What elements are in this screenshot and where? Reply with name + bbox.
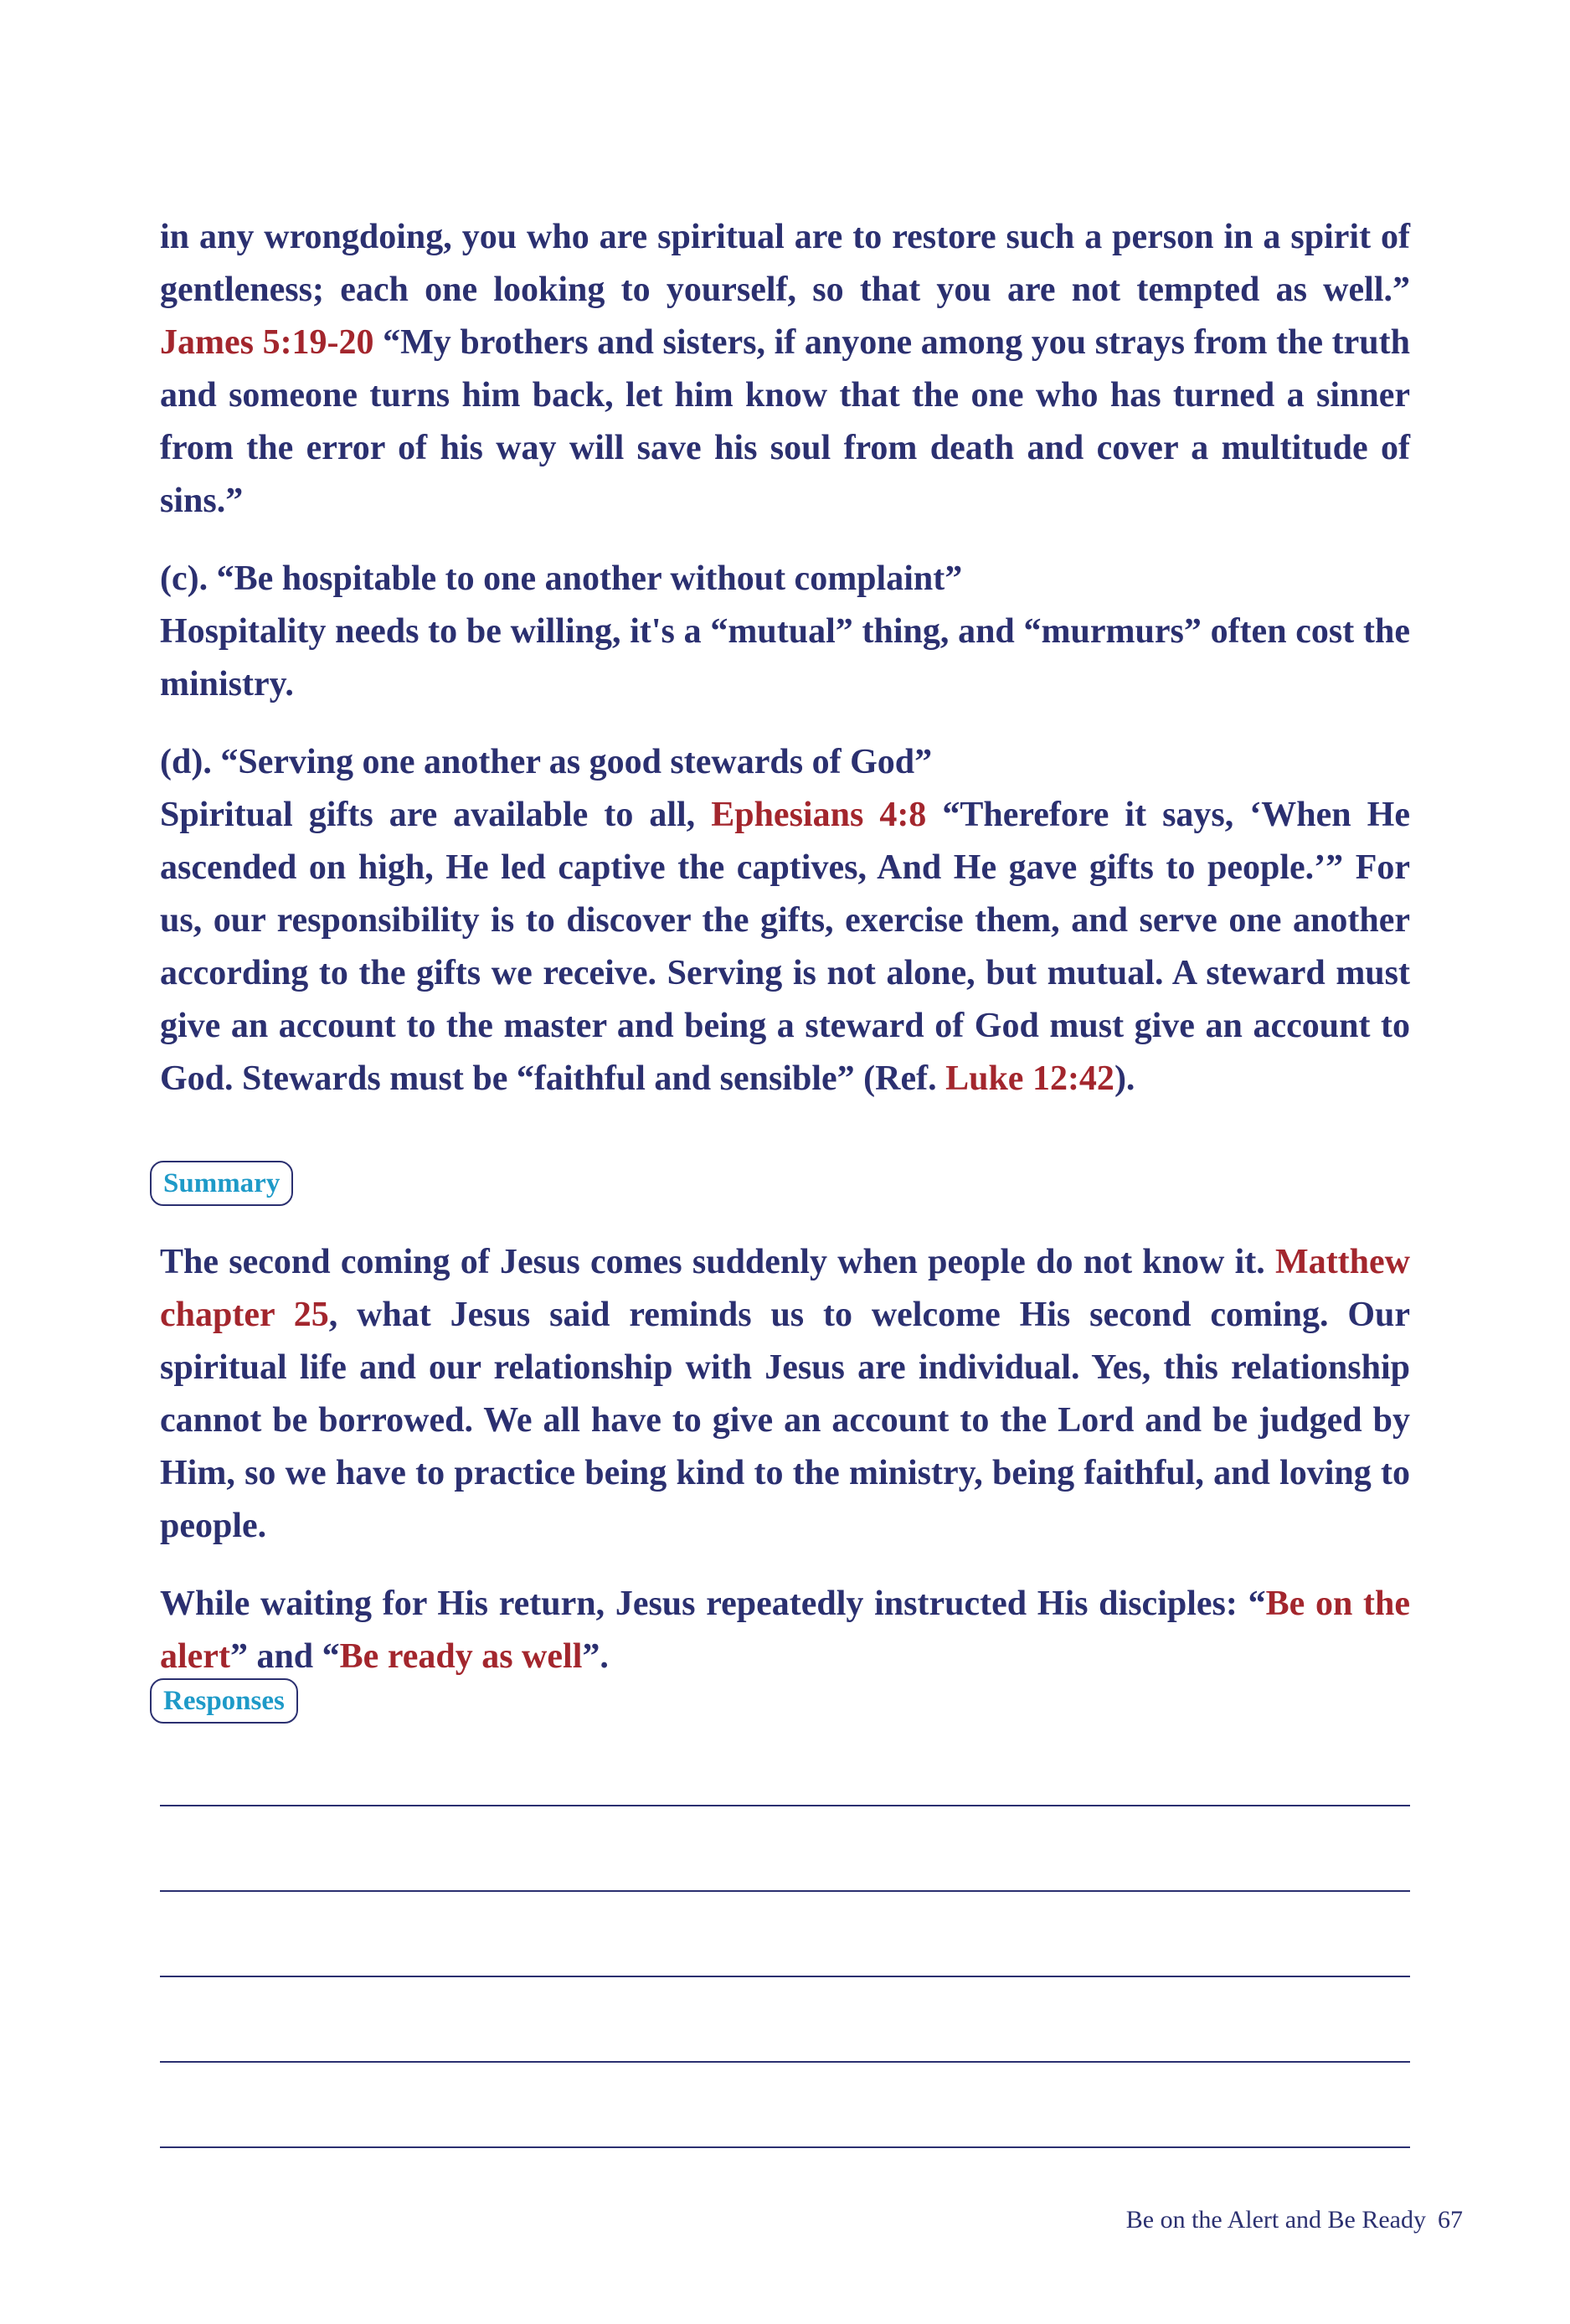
text-segment: , what Jesus said reminds us to welcome His second coming. Our spiritual life and our relationship with Jesus are individual. Yes, this relationship cannot be borrowed. We all have to give an account to the Lord and be judged by Him, so we have to practice being kind to the ministry, being faithful, and loving to people. [160,1296,1410,1545]
page-footer [1126,2206,1463,2234]
text-segment: in any wrongdoing, you who are spiritual are to restore such a person in a spirit of gentleness; each one looking to yourself, so that you are not tempted as well.” [160,218,1410,309]
highlight-phrase: Be on the alert [160,1585,1410,1676]
text-segment: “My brothers and sisters, if anyone among you strays from the truth and someone turns him back, let him know that the one who has turned a sinner from the error of his way will save his soul from death and cover a multitude of sins.” [160,323,1410,520]
response-line[interactable] [160,2063,1410,2148]
section-heading: (d). “Serving one another as good stewards of God” [160,743,933,781]
scripture-reference: Ephesians 4:8 [711,796,927,834]
text-segment: Spiritual gifts are available to all, [160,796,712,834]
text-segment: ”. [582,1637,609,1676]
running-title: Be on the Alert and Be Ready [1125,2206,1426,2234]
scripture-reference: Luke 12:42 [945,1059,1114,1098]
text-segment: The second coming of Jesus comes suddenly when people do not know it. [160,1243,1276,1281]
section-heading: (c). “Be hospitable to one another without complaint” [160,559,963,598]
paragraph-james [160,211,1410,528]
page-number: 67 [1438,2206,1463,2234]
response-lines [160,1805,1410,2148]
scripture-reference: James 5:19-20 [160,323,374,362]
response-line[interactable] [160,1806,1410,1892]
response-line[interactable] [160,1977,1410,2063]
text-segment: While waiting for His return, Jesus repeatedly instructed His disciples: “ [160,1585,1266,1623]
text-segment: Hospitality needs to be willing, it's a “mutual” thing, and “murmurs” often cost the ministry. [160,612,1410,703]
paragraph-stewards [160,736,1410,1105]
text-segment: “Therefore it says, ‘When He ascended on high, He led captive the captives, And He gave gifts to people.’” For us, our responsibility is to discover the gifts, exercise them, and serve one another according to the gifts we receive. Serving is not alone, but mutual. A steward must give an account to the master and being a steward of God must give an account to God. Stewards must be “faithful and sensible” (Ref. [160,796,1410,1098]
summary-section [160,1236,1410,1708]
text-segment: ). [1114,1059,1135,1098]
paragraph-hospitality [160,553,1410,711]
highlight-phrase: Be ready as well [339,1637,583,1676]
scripture-reference: Matthew chapter 25 [160,1243,1410,1334]
summary-paragraph-waiting [160,1578,1410,1683]
main-content [160,211,1410,1131]
summary-label: Summary [150,1161,293,1206]
response-line[interactable] [160,1892,1410,1977]
text-segment: ” and “ [229,1637,340,1676]
responses-label: Responses [150,1678,298,1724]
summary-paragraph [160,1236,1410,1553]
